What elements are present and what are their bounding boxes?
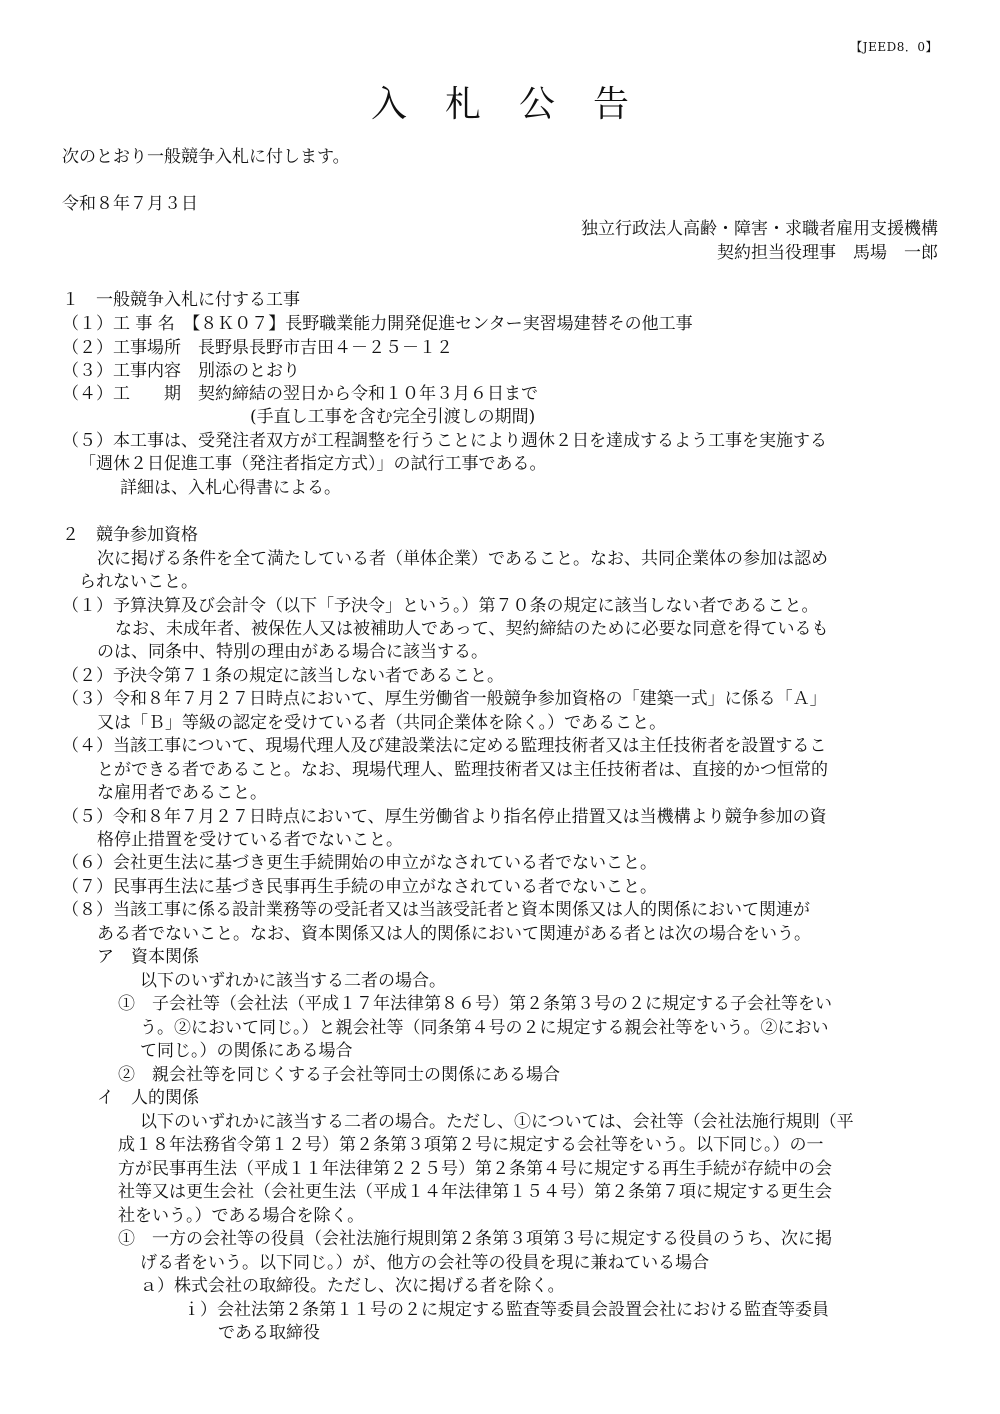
section-2-line: て同じ。）の関係にある場合 (140, 1041, 353, 1061)
section-1-line: （４）工 期 契約締結の翌日から令和１０年３月６日まで (62, 384, 538, 404)
section-2-line: 成１８年法務省令第１２号）第２条第３項第２号に規定する会社等をいう。以下同じ。）の一 (118, 1135, 824, 1155)
section-2-line: ① 子会社等（会社法（平成１７年法律第８６号）第２条第３号の２に規定する子会社等をい (118, 994, 832, 1014)
section-1-line: (手直し工事を含む完全引渡しの期間) (250, 407, 536, 427)
section-1-line: （３）工事内容 別添のとおり (62, 361, 300, 381)
section-1-line: （５）本工事は、受発注者双方が工程調整を行うことにより週休２日を達成するよう工事を実施する (62, 431, 827, 451)
section-2-line: （４）当該工事について、現場代理人及び建設業法に定める監理技術者又は主任技術者を設置するこ (62, 736, 827, 756)
section-2-line: である取締役 (218, 1323, 320, 1343)
section-2-line: （２）予決令第７１条の規定に該当しない者であること。 (62, 666, 504, 686)
section-2-line: 格停止措置を受けている者でないこと。 (97, 830, 403, 850)
section-2-line: （５）令和８年７月２７日時点において、厚生労働省より指名停止措置又は当機構より競争参加の資 (62, 807, 827, 827)
section-2-line: ② 親会社等を同じくする子会社等同士の関係にある場合 (118, 1065, 560, 1085)
section-2-line: とができる者であること。なお、現場代理人、監理技術者又は主任技術者は、直接的かつ恒常的 (97, 760, 828, 780)
section-1-heading: １ 一般競争入札に付する工事 (62, 290, 300, 310)
section-2-line: げる者をいう。以下同じ。）が、他方の会社等の役員を現に兼ねている場合 (140, 1253, 710, 1273)
section-1-line: 詳細は、入札心得書による。 (120, 478, 341, 498)
section-2-line: 又は「Ｂ」等級の認定を受けている者（共同企業体を除く。）であること。 (97, 713, 667, 733)
section-2-line: （１）予算決算及び会計令（以下「予決令」という。）第７０条の規定に該当しない者であること。 (62, 596, 819, 616)
intro-statement: 次のとおり一般競争入札に付します。 (62, 147, 350, 167)
section-2-line: （８）当該工事に係る設計業務等の受託者又は当該受託者と資本関係又は人的関係において関連が (62, 900, 810, 920)
section-2-line: のは、同条中、特別の理由がある場合に該当する。 (97, 642, 488, 662)
doc-title: 入札公告 (370, 84, 667, 125)
issuer-person: 契約担当役理事 馬場 一郎 (717, 243, 938, 263)
section-2-line: う。②において同じ。）と親会社等（同条第４号の２に規定する親会社等をいう。②におい (140, 1018, 829, 1038)
section-2-line: ａ）株式会社の取締役。ただし、次に掲げる者を除く。 (140, 1276, 565, 1296)
section-2-line: 以下のいずれかに該当する二者の場合。ただし、①については、会社等（会社法施行規則（平 (140, 1112, 854, 1132)
issuer-organization: 独立行政法人高齢・障害・求職者雇用支援機構 (581, 219, 938, 239)
doc-code: 【JEED8．0】 (850, 40, 938, 54)
section-2-line: （３）令和８年７月２７日時点において、厚生労働省一般競争参加資格の「建築一式」に係る「Ａ」 (62, 689, 827, 709)
section-2-line: なお、未成年者、被保佐人又は被補助人であって、契約締結のために必要な同意を得ているも (115, 619, 829, 639)
section-2-line: 社等又は更生会社（会社更生法（平成１４年法律第１５４号）第２条第７項に規定する更生会 (118, 1182, 832, 1202)
section-2-line: ① 一方の会社等の役員（会社法施行規則第２条第３項第３号に規定する役員のうち、次に掲 (118, 1229, 832, 1249)
section-2-line: （７）民事再生法に基づき民事再生手続の申立がなされている者でないこと。 (62, 877, 657, 897)
section-2-line: 以下のいずれかに該当する二者の場合。 (140, 971, 446, 991)
announcement-date: 令和８年７月３日 (62, 194, 198, 214)
section-2-heading: ２ 競争参加資格 (62, 525, 198, 545)
section-2-line: イ 人的関係 (97, 1088, 199, 1108)
section-2-line: 方が民事再生法（平成１１年法律第２２５号）第２条第４号に規定する再生手続が存続中の会 (118, 1159, 832, 1179)
section-2-line: 次に掲げる条件を全て満たしている者（単体企業）であること。なお、共同企業体の参加は認め (97, 549, 828, 569)
section-2-line: （６）会社更生法に基づき更生手続開始の申立がなされている者でないこと。 (62, 853, 657, 873)
section-2-line: 社をいう。）である場合を除く。 (118, 1206, 365, 1226)
section-2-line: ア 資本関係 (97, 947, 199, 967)
section-1-line: 「週休２日促進工事（発注者指定方式）」の試行工事である。 (79, 454, 547, 474)
section-2-line: ｉ）会社法第２条第１１号の２に規定する監査等委員会設置会社における監査等委員 (183, 1300, 829, 1320)
section-2-line: な雇用者であること。 (97, 783, 267, 803)
section-1-line: （１）工 事 名 【８Ｋ０７】長野職業能力開発促進センター実習場建替その他工事 (62, 314, 693, 334)
section-2-line: られないこと。 (79, 572, 198, 592)
section-2-line: ある者でないこと。なお、資本関係又は人的関係において関連がある者とは次の場合をいう。 (97, 924, 811, 944)
section-1-line: （２）工事場所 長野県長野市吉田４－２５－１２ (62, 338, 453, 358)
